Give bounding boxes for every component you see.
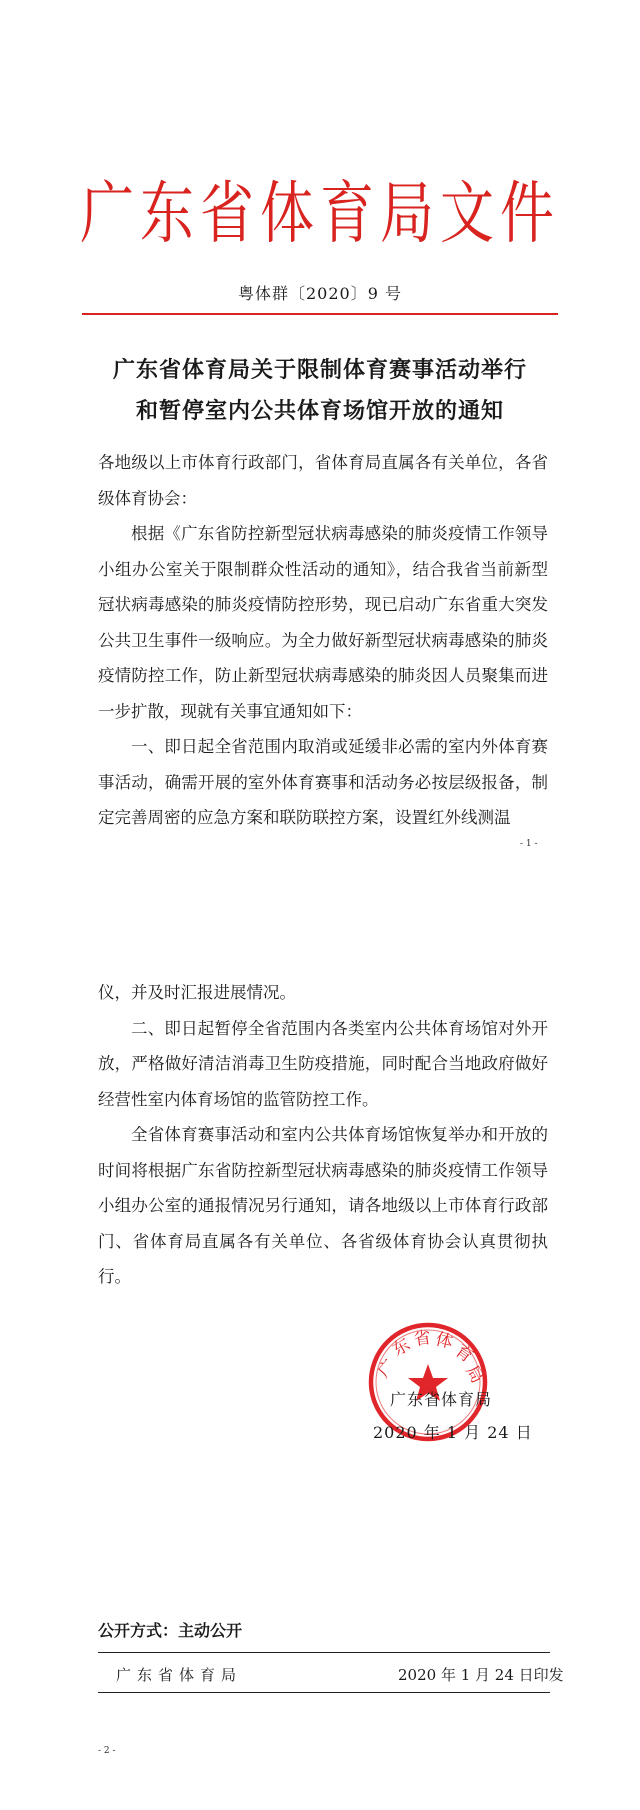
paragraph-item-1-end: 仪，并及时汇报进展情况。 [98,983,296,1002]
footer-top-rule [98,1652,550,1653]
page-number-2: - 2 - [98,1746,116,1756]
svg-text:省: 省 [412,1327,433,1351]
notice-title-line-2: 和暂停室内公共体育场馆开放的通知 [135,398,504,424]
footer-print-date: 2020 年 1 月 24 日印发 [398,1666,564,1684]
svg-text:广: 广 [374,1355,401,1382]
header-red-divider [82,313,558,315]
page-2-body [98,975,548,1295]
svg-text:育: 育 [451,1340,477,1368]
page-1-body [98,445,548,836]
paragraph-item-2: 二、即日起暂停全省范围内各类室内公共体育场馆对外开放，严格做好清洁消毒卫生防疫措施，同时配合当地政府做好经营性室内体育场馆的监管防控工作。 [98,1018,548,1109]
signature-organization: 广东省体育局 [390,1390,493,1409]
paragraph-closing: 全省体育赛事活动和室内公共体育场馆恢复举办和开放的时间将根据广东省防控新型冠状病毒感染的肺炎疫情工作领导小组办公室的通报情况另行通知，请各地级以上市体育行政部门、省体育局直属各有关单位、各省级体育协会认真贯彻执行。 [98,1125,548,1286]
svg-text:东: 东 [389,1334,414,1361]
paragraph-intro: 根据《广东省防控新型冠状病毒感染的肺炎疫情工作领导小组办公室关于限制群众性活动的通知》，结合我省当前新型冠状病毒感染的肺炎疫情防控形势，现已启动广东省重大突发公共卫生事件一级响应。为全力做好新型冠状病毒感染的肺炎疫情防控工作，防止新型冠状病毒感染的肺炎因人员聚集而进一步扩散，现就有关事宜通知如下： [98,524,548,721]
footer-organization: 广东省体育局 [116,1666,243,1684]
svg-text:局: 局 [461,1362,488,1387]
signature-date: 2020 年 1 月 24 日 [373,1423,533,1442]
paragraph-item-1-start: 一、即日起全省范围内取消或延缓非必需的室内外体育赛事活动，确需开展的室外体育赛事和活动务必按层级报备，制定完善周密的应急方案和联防联控方案，设置红外线测温 [98,737,548,827]
footer-bottom-rule [98,1692,550,1693]
notice-title-line-1: 广东省体育局关于限制体育赛事活动举行 [112,357,527,383]
notice-title [0,350,640,432]
page-number-1: - 1 - [520,839,538,849]
document-header-title: 广东省体育局文件 [80,173,560,253]
disclosure-method: 公开方式：主动公开 [98,1621,243,1640]
addressee: 各地级以上市体育行政部门，省体育局直属各有关单位，各省级体育协会： [98,453,548,508]
svg-text:体: 体 [433,1329,455,1353]
document-number: 粤体群〔2020〕9 号 [238,284,402,303]
